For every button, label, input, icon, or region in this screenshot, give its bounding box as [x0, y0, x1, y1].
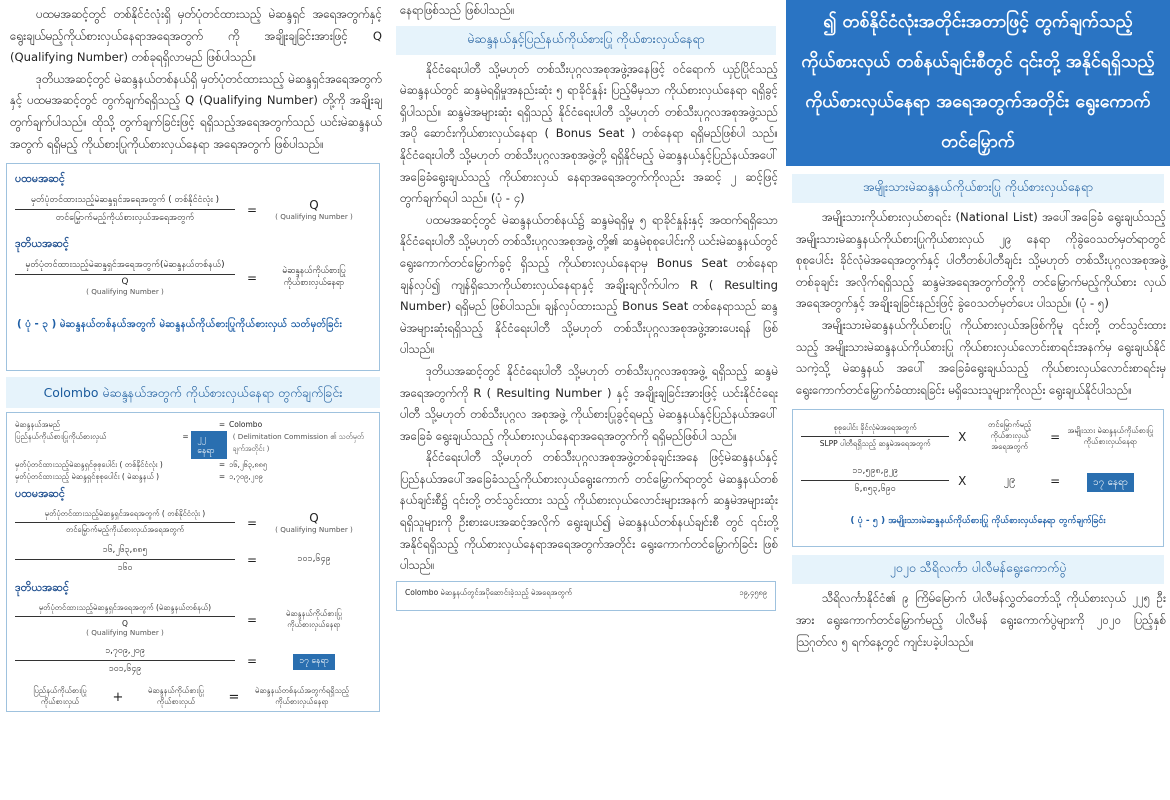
- step-title: ပထမအဆင့်: [15, 172, 66, 186]
- numerator: မှတ်ပုံတင်ထားသည့်မဲဆန္ဒရှင်အရေအတွက်(မဲဆန္ဒနယ်တစ်နယ်): [15, 257, 235, 275]
- section-heading: အမျိုးသားမဲဆန္ဒနယ်ကိုယ်စားပြု ကိုယ်စားလှယ်နေရာ: [792, 174, 1164, 203]
- fraction: [15, 643, 235, 678]
- section-heading: ၂၀၂၀ သီရိလင်္ကာ ပါလီမန်ရွေးကောက်ပွဲ: [792, 555, 1164, 584]
- column-left: [0, 0, 386, 800]
- figure-caption: ( ပုံ - ၅ ) အမျိုးသားမဲဆန္ဒနယ်ကိုယ်စားပြု ကိုယ်စားလှယ်နေရာ တွက်ချက်ခြင်း: [850, 516, 1106, 527]
- paragraph: နေရာဖြစ်သည် ဖြစ်ပါသည်။: [400, 3, 515, 17]
- equals-sign: =: [1050, 473, 1061, 488]
- result-badge: ၁၇ နေရာ: [293, 654, 335, 670]
- paragraph: ဒုတိယအဆင့်တွင် နိုင်ငံရေးပါတီ သို့မဟုတ် တစ်သီးပုဂ္ဂလအစုအဖွဲ့ ရရှိသည့် ဆန္ဒမဲအရေအတွက်ကို R ( Resulting Number ) နှင့် အချိုးချခြင်းအားဖြင့် ယင်းနိုင်ငံရေးပါတီ သို့မဟုတ် တစ်သီးပုဂ္ဂလ အစုအဖွဲ့ ကိုယ်စားပြုခွင့်ရမည့် မဲဆန္ဒနယ်နှင့်ပြည်နယ်အပေါ် အခြေခံ ရွေးချယ်သည့် ကိုယ်စားလှယ်နေရာအရေအတွက်ကို ရရှိမည်ဖြစ်ပါ သည်။: [400, 363, 778, 443]
- result-badge-wrap: [269, 652, 359, 670]
- info-value: ၁၆,၂၆၃,၈၈၅: [229, 460, 268, 470]
- fraction: [15, 192, 235, 227]
- fraction: [15, 257, 235, 298]
- section-heading: Colombo မဲဆန္ဒနယ်အတွက် ကိုယ်စားလှယ်နေရာ တွက်ချက်ခြင်း: [6, 377, 380, 408]
- formula-row-values: [15, 542, 371, 577]
- multiply-sign: X: [958, 429, 967, 444]
- numerator: မှတ်ပုံတင်ထားသည့်မဲဆန္ဒရှင်အရေအတွက် ( တစ်နိုင်ငံလုံး ): [15, 507, 235, 523]
- formula-row-values: [15, 643, 371, 678]
- highlight-banner: ၍ တစ်နိုင်ငံလုံးအတိုင်းအတာဖြင့် တွက်ချက်သည့် ကိုယ်စားလှယ် တစ်နယ်ချင်းစီတွင် ၎င်းတို့ အနိုင်ရရှိသည့် ကိုယ်စားလှယ်နေရာ အရေအတွက်အတိုင်း ရွေးကောက်တင်မြှောက်: [786, 0, 1170, 166]
- formula-row: [15, 601, 371, 639]
- denominator: SLPP ပါတီရရှိသည့် ဆန္ဒမဲအရေအတွက်: [819, 439, 931, 449]
- fraction: [801, 421, 949, 452]
- result: [269, 511, 359, 534]
- denominator-note: ( Qualifying Number ): [86, 287, 164, 297]
- plus-sign: +: [112, 689, 124, 705]
- result-note: ( Qualifying Number ): [275, 525, 353, 535]
- sum-row: [15, 686, 371, 708]
- equals-sign: =: [218, 460, 226, 470]
- result-value: ၁၀၁,၆၄၉: [297, 554, 331, 565]
- colombo-calculation: [6, 412, 380, 712]
- info-value: ၂၂ နေရာ: [191, 431, 226, 459]
- denominator-note: ( Qualifying Number ): [86, 628, 164, 638]
- sum-term-a: ပြည်နယ်ကိုယ်စားပြု ကိုယ်စားလှယ်: [33, 686, 87, 707]
- info-key: မဲဆန္ဒနယ်အမည်: [15, 420, 60, 430]
- info-value: Colombo: [229, 420, 263, 430]
- figure-3-formula: [6, 163, 380, 371]
- fraction: [15, 542, 235, 577]
- numerator: မှတ်ပုံတင်ထားသည့်မဲဆန္ဒရှင်အရေအတွက် (မဲဆန္ဒနယ်တစ်နယ်): [15, 601, 235, 617]
- section-heading: မဲဆန္ဒနယ်နှင့်ပြည်နယ်ကိုယ်စားပြု ကိုယ်စားလှယ်နေရာ: [396, 26, 776, 55]
- result: [269, 198, 359, 221]
- fraction: [801, 463, 949, 498]
- info-row: [15, 419, 371, 431]
- column-middle: [390, 0, 782, 800]
- multiply-sign: X: [958, 473, 967, 488]
- equals-sign: =: [246, 202, 258, 217]
- multiplier: တင်မြှောက်မည့် ကိုယ်စားလှယ် အရေအတွက်: [988, 420, 1032, 452]
- equals-sign: =: [218, 420, 226, 430]
- table-value: ၁၉,၄၅၈၉: [739, 587, 767, 597]
- paragraph: ဒုတိယအဆင့်တွင် မဲဆန္ဒနယ်တစ်နယ်ရှိ မှတ်ပုံတင်ထားသည့် မဲဆန္ဒရှင်အရေအတွက်နှင့် ပထမအဆင့်တွင် တွက်ချက်ရရှိသည့် Q (Qualifying Number) တို့ကို အချိုးချ တွက်ချက်ပါသည်။ ထိုသို့ တွက်ချက်ခြင်းဖြင့် ရရှိသည့်အရေအတွက်သည် ယင်းမဲဆန္ဒနယ် အတွက် ရရှိမည့် ကိုယ်စားပြုကိုယ်စားလှယ်နေရာ အရေအတွက် ဖြစ်ပါသည်။: [10, 71, 382, 151]
- equals-sign: =: [218, 472, 226, 482]
- equals-sign: =: [246, 613, 258, 628]
- figure-5-formula: [792, 409, 1164, 547]
- equals-sign: =: [246, 270, 258, 285]
- table-label: Colombo မဲဆန္ဒနယ်တွင်အပိုဆောင်းခဲ့သည့် မဲအရေအတွက်: [405, 587, 573, 597]
- info-key: မှတ်ပုံတင်ထားသည့်မဲဆန္ဒရှင်စုစုပေါင်း ( တစ်နိုင်ငံလုံး ): [15, 460, 163, 470]
- denominator-value: ၆,၈၅၃,၆၉၀: [854, 484, 896, 495]
- formula-row: [15, 257, 371, 298]
- paragraph: အမျိုးသားကိုယ်စားလှယ်စာရင်း (National List) အပေါ်အခြေခံ ရွေးချယ်သည့် အမျိုးသားမဲဆန္ဒနယ်ကိုယ်စားပြုကိုယ်စားလှယ် ၂၉ နေရာ ကိုခွဲဝေသတ်မှတ်ရာတွင် စုစုပေါင်း ခိုင်လုံမဲအရေအတွက်နှင့် ပါတီတစ်ပါတီချင်း သို့မဟုတ် တစ်သီးပုဂ္ဂလအစုအဖွဲ့ တစ်ခုချင်း အလိုက်ရရှိသည့် ဆန္ဒမဲအရေအတွက်တို့ကို တင်မြှောက်မည့်ကိုယ်စား လှယ် အရေအတွက်နှင့် အချိုးချခြင်းနည်းဖြင့် ခွဲဝေသတ်မှတ်ပေး ပါသည်။ (ပုံ - ၅): [796, 210, 1166, 311]
- formula-row-values: [801, 463, 1155, 498]
- result: မဲဆန္ဒနယ်ကိုယ်စားပြု ကိုယ်စားလှယ်နေရာ: [286, 609, 342, 630]
- colombo-info-table: [15, 419, 371, 483]
- equals-sign: =: [246, 552, 258, 567]
- paragraph: နိုင်ငံရေးပါတီ သို့မဟုတ် တစ်သီးပုဂ္ဂလအစုအဖွဲ့တစ်ခုချင်းအနေ ဖြင့်မဲဆန္ဒနယ်နှင့် ပြည်နယ်အပေါ်အခြေခံသည့်ကိုယ်စားလှယ်ရွေးကောက် တင်မြှောက်ရာတွင် မဲဆန္ဒနယ်တစ်နယ်ချင်းစီ၌ ၎င်းတို့ တင်သွင်းထား သည့် ကိုယ်စားလှယ်လောင်းများအနက် ဆန္ဒမဲအများဆုံးရရှိသူများကို ဦးစားပေးအဆင့်အလိုက် ရွေးချယ်၍ မဲဆန္ဒနယ်တစ်နယ်ချင်းစီ တွင် ၎င်းတို့အနိုင်ရရှိသည့် ကိုယ်စားလှယ်နေရာအရေအတွက်အတိုင်း ရွေးကောက်တင်မြှောက်ခြင်း ဖြစ်ပါသည်။: [400, 450, 778, 573]
- info-value: ၁,၇၀၉,၂၀၉: [229, 472, 263, 482]
- formula-row: [15, 507, 371, 538]
- info-row: [15, 459, 371, 471]
- denominator: [15, 275, 235, 298]
- step-title: ဒုတိယအဆင့်: [15, 581, 69, 595]
- column-right: [786, 0, 1170, 800]
- info-row: [15, 471, 371, 483]
- numerator: မှတ်ပုံတင်ထားသည့်မဲဆန္ဒရှင်အရေအတွက် ( တစ်နိုင်ငံလုံး ): [15, 192, 235, 210]
- step-title: ပထမအဆင့်: [15, 487, 66, 501]
- numerator-value: ၁၁,၅၉၈,၉၂၉: [801, 463, 949, 481]
- paragraph: အမျိုးသားမဲဆန္ဒနယ်ကိုယ်စားပြု ကိုယ်စားလှယ်အဖြစ်ကိုမူ ၎င်းတို့ တင်သွင်းထားသည့် အမျိုးသားမဲဆန္ဒနယ်ကိုယ်စားပြု ကိုယ်စားလှယ်လောင်းစာရင်းအနက်မှ ရွေးချယ်နိုင်သကဲ့သို့ မဲဆန္ဒနယ် အပေါ် အခြေခံရွေးချယ်သည့် ကိုယ်စားလှယ်လောင်းစာရင်းမှ ရွေးကောက်တင်မြှောက်ခံထားရခြင်း မရှိသေးသူများကိုလည်း ရွေးချယ်နိုင်ပါသည်။: [796, 317, 1166, 397]
- equals-sign: =: [1050, 429, 1061, 444]
- denominator-symbol: Q: [121, 277, 129, 288]
- equals-sign: =: [246, 515, 258, 530]
- result-symbol: Q: [309, 511, 319, 526]
- numerator-value: ၁,၇၀၉,၂၀၉: [15, 643, 235, 661]
- numerator-value: ၁၆,၂၆၃,၈၈၅: [15, 542, 235, 560]
- colombo-table-snippet: [396, 581, 776, 611]
- result: မဲဆန္ဒနယ်ကိုယ်စားပြု ကိုယ်စားလှယ်နေရာ: [282, 265, 346, 288]
- equals-sign: =: [228, 689, 240, 705]
- info-note: ( Delimitation Commission ၏ သတ်မှတ်ချက်အတိုင်း ): [232, 432, 364, 454]
- formula-row: [15, 192, 371, 227]
- formula-row: [801, 420, 1155, 453]
- info-row: [15, 431, 371, 459]
- result-badge-wrap: [1066, 470, 1155, 492]
- denominator-value: ၁၆၀: [117, 563, 133, 574]
- step-title: ဒုတိယအဆင့်: [15, 237, 69, 251]
- result: အမျိုးသား မဲဆန္ဒနယ်ကိုယ်စားပြု ကိုယ်စားလှယ်နေရာ: [1067, 425, 1154, 446]
- figure-caption: ( ပုံ - ၃ ) မဲဆန္ဒနယ်တစ်နယ်အတွက် မဲဆန္ဒနယ်ကိုယ်စားပြုကိုယ်စားလှယ် သတ်မှတ်ခြင်း: [17, 319, 343, 331]
- paragraph: သီရိလင်္ကာနိုင်ငံ၏ ၉ ကြိမ်မြောက် ပါလီမန်လွှတ်တော်သို့ ကိုယ်စားလှယ် ၂၂၅ ဦးအား ရွေးကောက်တင်မြှောက်မည့် ပါလီမန် ရွေးကောက်ပွဲများကို ၂၀၂၀ ပြည့်နှစ် ဩဂုတ်လ ၅ ရက်နေ့တွင် ကျင်းပခဲ့ပါသည်။: [796, 591, 1166, 649]
- fraction: [15, 507, 235, 538]
- result-badge: ၁၇ နေရာ: [1087, 473, 1134, 492]
- denominator: တင်မြှောက်မည့်ကိုယ်စားလှယ်အရေအတွက်: [55, 213, 195, 224]
- info-key: မှတ်ပုံတင်ထားသည့် မဲဆန္ဒရှင်စုစုပေါင်း ( မဲဆန္ဒနယ် ): [15, 472, 160, 482]
- info-key: ပြည်နယ်ကိုယ်စားပြုကိုယ်စားလှယ်: [15, 432, 107, 442]
- denominator: တင်မြှောက်မည့်ကိုယ်စားလှယ်အရေအတွက်: [65, 525, 185, 535]
- denominator-value: ၁၀၁,၆၄၉: [108, 664, 142, 675]
- sum-term-b: မဲဆန္ဒနယ်ကိုယ်စားပြု ကိုယ်စားလှယ်: [148, 686, 204, 707]
- result-note: ( Qualifying Number ): [275, 212, 353, 222]
- result-symbol: Q: [309, 198, 319, 213]
- numerator: စုစုပေါင်း ခိုင်လုံမဲအရေအတွက်: [801, 421, 949, 437]
- paragraph: ပထမအဆင့်တွင် မဲဆန္ဒနယ်တစ်နယ်၌ ဆန္ဒမဲရရှိမှု ၅ ရာခိုင်နှုန်းနှင့် အထက်ရရှိသော နိုင်ငံရေးပါတီ သို့မဟုတ် တစ်သီးပုဂ္ဂလအစုအဖွဲ့ တို့၏ ဆန္ဒမဲစုစုပေါင်းကို ယင်းမဲဆန္ဒနယ်တွင် ရွေးကောက်တင်မြှောက်ခွင့် ရှိသည့် ကိုယ်စားလှယ်နေရာမှ Bonus Seat တစ်နေရာချန်လှပ်၍ ကျန်ရှိသောကိုယ်စားလှယ်နေရာနှင့် အချိုးချလိုက်ပါက R ( Resulting Number) ရရှိမည် ဖြစ်ပါသည်။ ချန်လှပ်ထားသည့် Bonus Seat တစ်နေရာသည် ဆန္ဒမဲအများဆုံးရရှိသည့် နိုင်ငံရေးပါတီ သို့မဟုတ် တစ်သီးပုဂ္ဂလအစုအဖွဲ့အားပေးရန် ဖြစ်ပါသည်။: [400, 212, 778, 357]
- multiplier-value: ၂၉: [1003, 472, 1016, 486]
- paragraph: ပထမအဆင့်တွင် တစ်နိုင်ငံလုံးရှိ မှတ်ပုံတင်ထားသည့် မဲဆန္ဒရှင် အရေအတွက်နှင့် ရွေးချယ်မည့်ကိုယ်စားလှယ်နေရာအရေအတွက် ကို အချိုးချခြင်းအားဖြင့် Q (Qualifying Number) တစ်ခုရရှိလာမည် ဖြစ်ပါသည်။: [10, 7, 382, 65]
- sum-result: မဲဆန္ဒနယ်တစ်နယ်အတွက်ရရှိသည့် ကိုယ်စားလှယ်နေရာ: [255, 686, 349, 707]
- paragraph: နိုင်ငံရေးပါတီ သို့မဟုတ် တစ်သီးပုဂ္ဂလအစုအဖွဲ့အနေဖြင့် ဝင်ရောက် ယှဉ်ပြိုင်သည့် မဲဆန္ဒနယ်တွင် ဆန္ဒမဲရရှိမှုအနည်းဆုံး ၅ ရာခိုင်နှုန်း ပြည့်မီမှသာ ကိုယ်စားလှယ်နေရာ ရရှိခွင့်ရှိပါသည်။ ဆန္ဒမဲအများဆုံး ရရှိသည့် နိုင်ငံရေးပါတီ သို့မဟုတ် တစ်သီးပုဂ္ဂလအစုအဖွဲ့သည် အပို ဆောင်းကိုယ်စားလှယ်နေရာ ( Bonus Seat ) တစ်နေရာ ရရှိမည်ဖြစ်ပါ သည်။ နိုင်ငံရေးပါတီ သို့မဟုတ် တစ်သီးပုဂ္ဂလအစုအဖွဲ့တို့ ရရှိနိုင်မည့် မဲဆန္ဒနယ်နှင့်ပြည်နယ်အပေါ် အခြေခံရွေးချယ်သည့် ကိုယ်စားလှယ် နေရာအရေအတွက်ကိုလည်း အဆင့် ၂ ဆင့်ဖြင့် တွက်ချက်ရပါ သည်။ (ပုံ - ၄): [400, 61, 778, 206]
- fraction: [15, 601, 235, 639]
- denominator: [15, 617, 235, 639]
- equals-sign: =: [182, 432, 189, 442]
- denominator-symbol: Q: [122, 619, 128, 629]
- equals-sign: =: [246, 653, 258, 668]
